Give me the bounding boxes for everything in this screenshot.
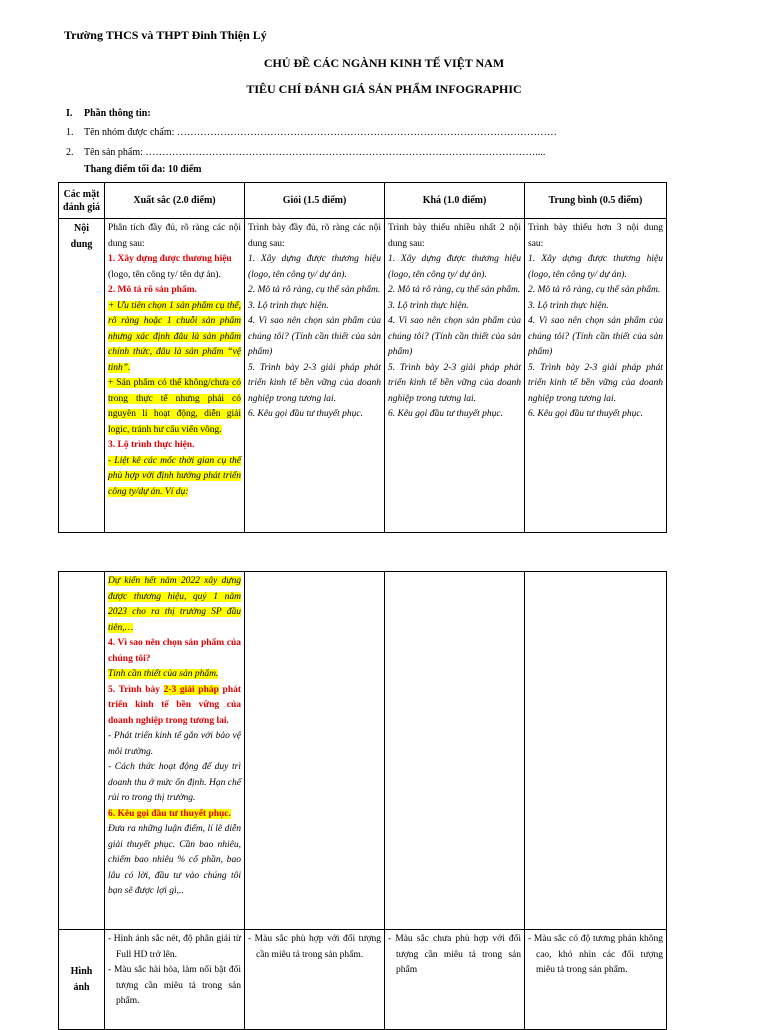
criterion-detail: - Cách thức hoạt động để duy trì doanh thu ở mức ổn định. Hạn chế rủi ro trong thị trường. xyxy=(108,762,241,803)
line-number: 1. xyxy=(66,127,74,138)
document-subtitle: TIÊU CHÍ ĐÁNH GIÁ SẢN PHẨM INFOGRAPHIC xyxy=(246,82,522,96)
list-item: 3. Lộ trình thực hiện. xyxy=(388,300,469,311)
list-item: - Màu sắc hài hòa, làm nổi bật đối tượng cần miêu tả trong sản phẩm. xyxy=(108,965,241,1006)
cell-intro: Trình bày thiếu hơn 3 nội dung sau: xyxy=(528,223,663,249)
cell-intro: Trình bày đầy đủ, rõ ràng các nội dung sau: xyxy=(248,223,381,249)
rubric-table-continued xyxy=(58,571,667,1030)
list-item: 4. Vì sao nên chọn sản phẩm của chúng tôi? (Tính cần thiết của sản phẩm) xyxy=(388,316,521,357)
criterion-detail: - Liệt kê các mốc thời gian cụ thể phù hợp với định hướng phát triển công ty/dự án. Ví dụ: xyxy=(108,455,241,497)
school-name: Trường THCS và THPT Đinh Thiện Lý xyxy=(64,28,267,42)
cell-average-image xyxy=(525,930,667,1030)
cell-excellent-content-continued xyxy=(105,572,245,930)
list-item: 1. Xây dựng được thương hiệu (logo, tên công ty/ dự án). xyxy=(528,254,663,280)
cell-excellent-content xyxy=(105,219,245,533)
product-name-field: Tên sản phẩm: ……………………………………………………………………………………………………….... xyxy=(84,147,546,158)
list-item: - Màu sắc phù hợp với đối tượng cần miêu tả trong sản phẩm. xyxy=(248,934,381,960)
criterion-detail: Đưa ra những luận điểm, lí lẽ diễn giải thuyết phục. Cần bao nhiêu, chiếm bao nhiêu % cổ phần, bao lâu có lời, đầu tư vào chúng tôi bạn sẽ được lợi gì,.. xyxy=(108,824,241,896)
cell-average-empty xyxy=(525,572,667,930)
header-fair: Khá (1.0 điểm) xyxy=(385,183,525,219)
criterion-detail: Dự kiến hết năm 2022 xây dựng được thương hiệu, quý 1 năm 2023 cho ra thị trường SP đầu tiên,… xyxy=(108,576,241,633)
criterion-heading: 2. Mô tả rõ sản phẩm. xyxy=(108,285,197,295)
criterion-detail: - Phát triển kinh tế gắn với bảo vệ môi trường. xyxy=(108,731,241,757)
list-item: 5. Trình bày 2-3 giải pháp phát triển kinh tế bền vững của doanh nghiệp trong tương lai. xyxy=(388,362,521,404)
list-item: 6. Kêu gọi đầu tư thuyết phục. xyxy=(388,409,503,419)
group-name-line xyxy=(66,127,557,138)
list-item: 5. Trình bày 2-3 giải pháp phát triển kinh tế bền vững của doanh nghiệp trong tương lai. xyxy=(248,362,381,404)
cell-good-empty xyxy=(245,572,385,930)
max-score: Thang điểm tối đa: 10 điểm xyxy=(84,164,202,175)
criteria-list xyxy=(388,932,521,979)
header-excellent: Xuất sắc (2.0 điểm) xyxy=(105,183,245,219)
list-item: 6. Kêu gọi đầu tư thuyết phục. xyxy=(528,409,643,419)
row-label-empty xyxy=(59,572,105,930)
criteria-list xyxy=(528,932,663,979)
header-good: Giỏi (1.5 điểm) xyxy=(245,183,385,219)
list-item: 5. Trình bày 2-3 giải pháp phát triển kinh tế bền vững của doanh nghiệp trong tương lai. xyxy=(528,362,663,404)
criteria-list xyxy=(248,932,381,963)
cell-good-image xyxy=(245,930,385,1030)
table-row-content-continued xyxy=(59,572,667,930)
line-number: 2. xyxy=(66,147,74,158)
list-item: - Màu sắc có độ tương phản không cao, khó nhìn các đối tượng miêu tả trong sản phẩm. xyxy=(528,934,663,975)
list-item: 6. Kêu gọi đầu tư thuyết phục. xyxy=(248,409,363,419)
cell-fair-image xyxy=(385,930,525,1030)
criterion-heading: 6. Kêu gọi đầu tư thuyết phục. xyxy=(108,808,231,819)
row-label-image: Hình ảnh xyxy=(59,930,105,1030)
list-item: 3. Lộ trình thực hiện. xyxy=(528,300,609,311)
list-item: 1. Xây dựng được thương hiệu (logo, tên công ty/ dự án). xyxy=(248,254,381,280)
list-item: 3. Lộ trình thực hiện. xyxy=(248,300,329,311)
header-criteria: Các mặt đánh giá xyxy=(59,183,105,219)
header-average: Trung bình (0.5 điểm) xyxy=(525,183,667,219)
criteria-list xyxy=(108,932,241,1010)
list-item: 4. Vì sao nên chọn sản phẩm của chúng tôi? (Tính cần thiết của sản phẩm) xyxy=(528,316,663,357)
rubric-table xyxy=(58,182,667,533)
table-row-content xyxy=(59,219,667,533)
list-item: 1. Xây dựng được thương hiệu (logo, tên công ty/ dự án). xyxy=(388,254,521,280)
criterion-detail: + Sản phẩm có thể không/chưa có trong thực tế nhưng phải có nguyên lí hoạt động, diễn giải logic, tránh hư cấu viển vông. xyxy=(108,378,241,435)
criterion-heading: 5. Trình bày 2-3 giải pháp phát triển kinh tế bền vững của doanh nghiệp trong tương lai. xyxy=(108,684,242,726)
product-name-line xyxy=(66,147,545,158)
section-number: I. xyxy=(66,108,73,119)
criterion-detail: + Ưu tiên chọn 1 sản phẩm cụ thể, rõ ràng hoặc 1 chuỗi sản phẩm nhưng xác định đâu là sản phẩm chính thức, đâu là sản phẩm “vệ tinh”. xyxy=(108,300,241,373)
list-item: 4. Vì sao nên chọn sản phẩm của chúng tôi? (Tính cần thiết của sản phẩm) xyxy=(248,316,381,357)
cell-good-content xyxy=(245,219,385,533)
criterion-heading: 4. Vì sao nên chọn sản phẩm của chúng tôi? xyxy=(108,638,241,664)
cell-excellent-image xyxy=(105,930,245,1030)
list-item: - Hình ảnh sắc nét, độ phân giải từ Full HD trở lên. xyxy=(108,934,241,960)
section-title: Phần thông tin: xyxy=(84,108,151,119)
list-item: 2. Mô tả rõ ràng, cụ thể sản phẩm. xyxy=(248,285,381,295)
cell-intro: Trình bày thiếu nhiều nhất 2 nội dung sau: xyxy=(388,223,521,249)
criterion-heading: 3. Lộ trình thực hiện. xyxy=(108,440,195,450)
cell-average-content xyxy=(525,219,667,533)
list-item: 2. Mô tả rõ ràng, cụ thể sản phẩm. xyxy=(388,285,521,295)
criterion-detail: Tính cần thiết của sản phẩm. xyxy=(108,669,219,679)
criterion-heading: 1. Xây dựng được thương hiệu xyxy=(108,254,232,264)
cell-intro: Phân tích đầy đủ, rõ ràng các nội dung sau: xyxy=(108,223,241,249)
group-name-field: Tên nhóm được chấm: …………………………………………………………………………………………………… xyxy=(84,127,557,138)
criterion-note: (logo, tên công ty/ tên dự án). xyxy=(108,269,221,280)
list-item: - Màu sắc chưa phù hợp với đối tượng cần miêu tả trong sản phẩm xyxy=(388,934,521,975)
table-header-row xyxy=(59,183,667,219)
row-label-content: Nội dung xyxy=(59,219,105,533)
document-title: CHỦ ĐỀ CÁC NGÀNH KINH TẾ VIỆT NAM xyxy=(263,56,505,70)
section-heading xyxy=(66,108,151,119)
cell-fair-empty xyxy=(385,572,525,930)
list-item: 2. Mô tả rõ ràng, cụ thể sản phẩm. xyxy=(528,285,661,295)
cell-fair-content xyxy=(385,219,525,533)
table-row-image xyxy=(59,930,667,1030)
